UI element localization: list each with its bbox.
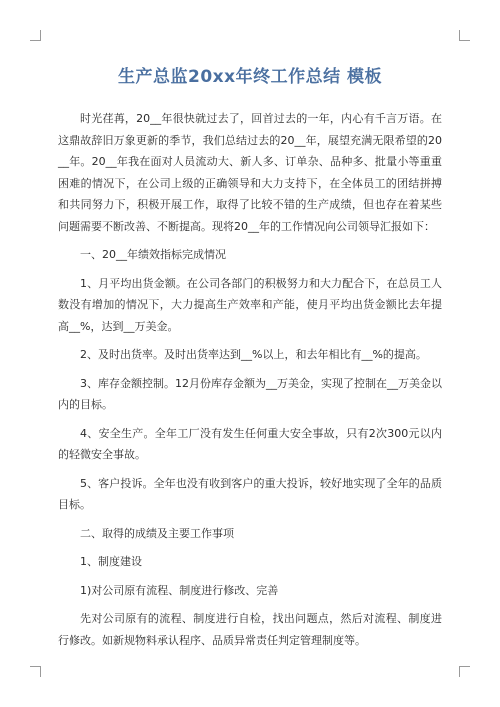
section-heading-performance: 一、20__年绩效指标完成情况	[80, 248, 226, 261]
crop-mark-top-left	[30, 30, 41, 41]
crop-mark-bottom-right	[459, 666, 470, 677]
paragraph-monthly-shipment: 1、月平均出货金额。在公司各部门的积极努力和大力配合下，在总员工人数没有增加的情况下，大力提高生产效率和产能，使月平均出货金额比去年提高__%，达到__万美金。	[58, 276, 442, 333]
page-title: 生产总监20xx年终工作总结 模板	[117, 67, 382, 87]
crop-mark-top-right	[459, 30, 470, 41]
paragraph-safety: 4、安全生产。全年工厂没有发生任何重大安全事故，只有2次300元以内的轻微安全事故。	[58, 426, 442, 461]
document-body	[58, 108, 442, 658]
paragraph-complaints: 5、客户投诉。全年也没有收到客户的重大投诉，较好地实现了全年的品质目标。	[58, 476, 442, 511]
paragraph-inventory-control: 3、库存金额控制。12月份库存金额为__万美金，实现了控制在__万美金以内的目标。	[58, 376, 442, 411]
crop-mark-bottom-left	[30, 666, 41, 677]
paragraph-process-revision: 先对公司原有的流程、制度进行自检，找出问题点，然后对流程、制度进行修改。如新规物料承认程序、品质异常责任判定管理制度等。	[58, 612, 442, 647]
section-heading-achievements: 二、取得的成绩及主要工作事项	[80, 526, 234, 540]
paragraph-intro: 时光荏苒，20__年很快就过去了，回首过去的一年，内心有千言万语。在这鼎故辞旧万象更新的季节，我们总结过去的20__年，展望充满无限希望的20__年。20__年我在面对人员流动大、新人多、订单杂、品种多、批量小等重重困难的情况下，在公司上级的正确领导和大力支持下，在全体员工的团结拼搏和共同努力下，积极开展工作，取得了比较不错的生产成绩，但也存在着某些问题需要不断改善、不断提高。现将20__年的工作情况向公司领导汇报如下：	[58, 112, 442, 233]
subheading-process-revision: 1)对公司原有流程、制度进行修改、完善	[80, 583, 279, 597]
paragraph-on-time-delivery: 2、及时出货率。及时出货率达到__%以上，和去年相比有__%的提高。	[80, 348, 427, 361]
subheading-system-building: 1、制度建设	[80, 555, 142, 568]
